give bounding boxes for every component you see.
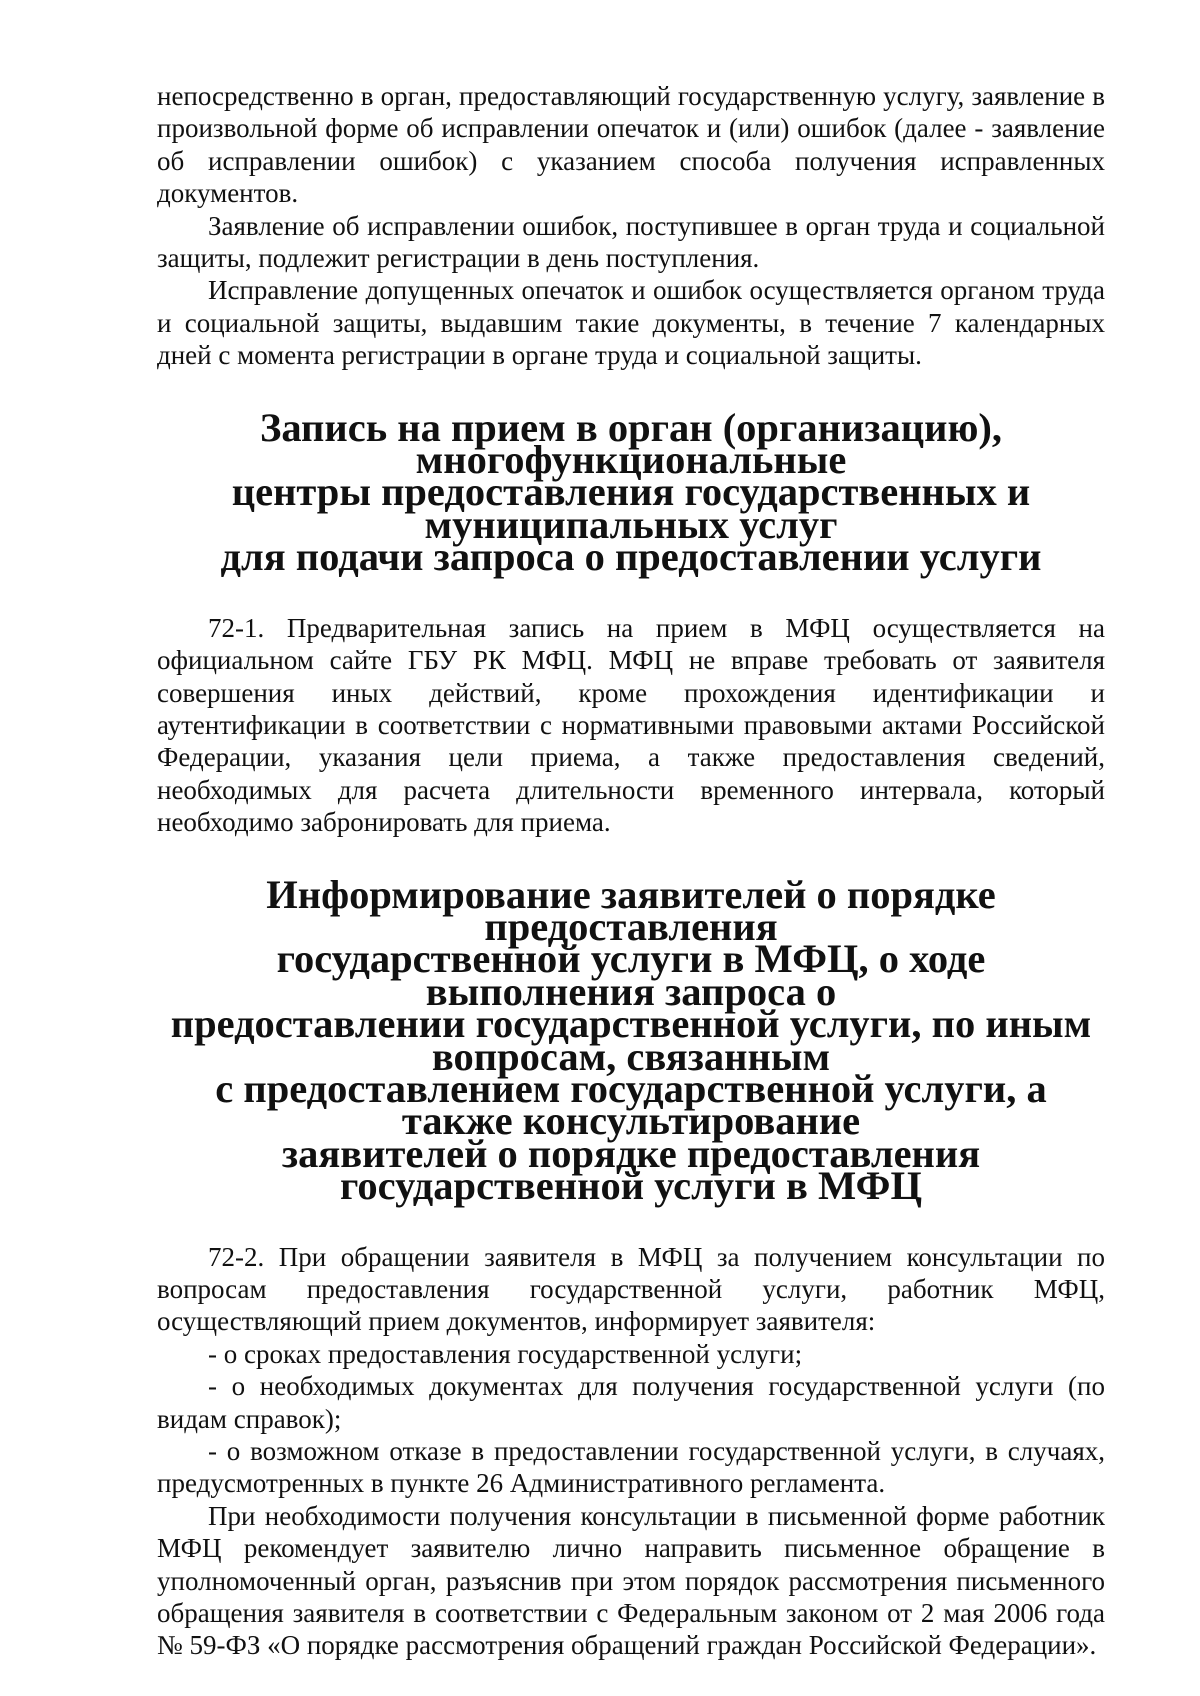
heading-line: для подачи запроса о предоставлении услуги [220, 534, 1042, 580]
list-item-documents: - о необходимых документах для получения государственной услуги (по видам справок); [157, 1371, 1105, 1434]
heading-line: заявителей о порядке предоставления государственной услуги в МФЦ [281, 1130, 981, 1209]
section-heading-appointment [157, 404, 1105, 580]
list-item-deadlines: - о сроках предоставления государственной услуги; [208, 1338, 803, 1369]
heading-line: Запись на прием в орган (организацию), многофункциональные [259, 404, 1003, 483]
heading-line: государственной услуги в МФЦ, о ходе выполнения запроса о [276, 936, 986, 1014]
paragraph-error-correction: Исправление допущенных опечаток и ошибок осуществляется органом труда и социальной защиты, выдавшим такие документы, в течение 7 календарных дней с момента регистрации в органе труда и социальной защиты. [157, 275, 1105, 371]
paragraph-error-application: Заявление об исправлении ошибок, поступившее в орган труда и социальной защиты, подлежит регистрации в день поступления. [157, 210, 1105, 274]
section-heading-informing [157, 871, 1105, 1209]
document-page [157, 80, 1105, 1662]
heading-line: Информирование заявителей о порядке предоставления [266, 871, 996, 949]
heading-line: центры предоставления государственных и муниципальных услуг [231, 469, 1031, 547]
heading-line: предоставлении государственной услуги, по иным вопросам, связанным [170, 1001, 1092, 1079]
heading-line: с предоставлением государственной услуги, а также консультирование [215, 1065, 1047, 1144]
paragraph-written-consultation: При необходимости получения консультации в письменной форме работник МФЦ рекомендует заявителю лично направить письменное обращение в уполномоченный орган, разъяснив при этом порядок рассмотрения письменного обращения заявителя в соответствии с Федеральным законом от 2 мая 2006 года № 59-ФЗ «О порядке рассмотрения обращений граждан Российской Федерации». [157, 1500, 1105, 1661]
paragraph-72-2: 72-2. При обращении заявителя в МФЦ за получением консультации по вопросам предоставления государственной услуги, работник МФЦ, осуществляющий прием документов, информирует заявителя: [157, 1241, 1105, 1337]
list-item-refusal: - о возможном отказе в предоставлении государственной услуги, в случаях, предусмотренных в пункте 26 Административного регламента. [157, 1436, 1105, 1499]
paragraph-72-1: 72-1. Предварительная запись на прием в МФЦ осуществляется на официальном сайте ГБУ РК МФЦ. МФЦ не вправе требовать от заявителя совершения иных действий, кроме прохождения идентификации и аутентификации в соответствии с нормативными правовыми актами Российской Федерации, указания цели приема, а также предоставления сведений, необходимых для расчета длительности временного интервала, который необходимо забронировать для приема. [157, 612, 1105, 838]
paragraph-continuation: непосредственно в орган, предоставляющий государственную услугу, заявление в произвольной форме об исправлении опечаток и (или) ошибок (далее - заявление об исправлении ошибок) с указанием способа получения исправленных документов. [157, 81, 1105, 209]
